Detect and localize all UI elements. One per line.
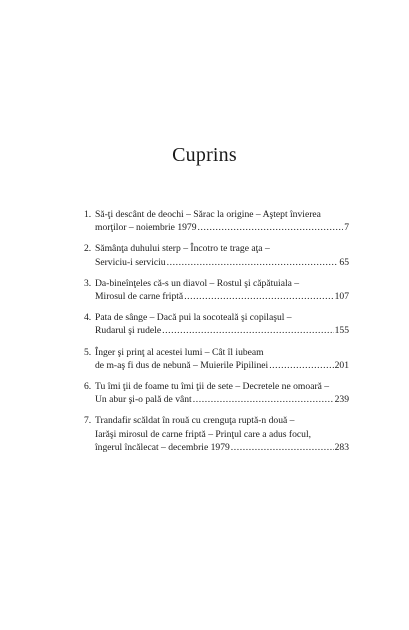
entry-text-line: morţilor – noiembrie 1979 xyxy=(95,222,197,234)
page-title: Cuprins xyxy=(172,144,237,166)
dot-leader xyxy=(184,290,333,303)
entry-text-line: Un abur şi-o pală de vânt xyxy=(95,394,192,406)
entry-last-line xyxy=(95,324,349,337)
entry-text-line: de m-aş fi dus de nebună – Muierile Pipilinei xyxy=(95,359,269,371)
entry-text-line: îngerul încălecat – decembrie 1979 xyxy=(95,441,230,453)
entry-page-number: 283 xyxy=(334,441,349,453)
entry-number: 4. xyxy=(84,312,92,324)
entry-text-line: Înger şi prinţ al acestei lumi – Cât îl iubeam xyxy=(95,346,264,358)
entry-number: 1. xyxy=(84,209,92,220)
entry-text-line: Iarăşi mirosul de carne friptă – Prinţul care a adus focul, xyxy=(95,428,312,440)
dot-leader xyxy=(193,393,334,406)
entry-page-number: 107 xyxy=(334,291,349,303)
toc-entry-5 xyxy=(84,346,349,372)
dot-leader xyxy=(167,256,339,269)
toc-entry-1 xyxy=(84,208,349,234)
entry-last-line xyxy=(95,393,349,406)
dot-leader xyxy=(231,441,334,454)
dot-leader xyxy=(198,221,344,234)
entry-number: 7. xyxy=(84,415,92,427)
entry-number: 3. xyxy=(84,277,92,289)
entry-last-line xyxy=(95,290,349,303)
entry-page-number: 65 xyxy=(339,256,349,268)
entry-page-number: 7 xyxy=(344,222,349,234)
toc-entry-7 xyxy=(84,414,349,454)
dot-leader xyxy=(162,324,334,337)
entry-number: 6. xyxy=(84,381,92,393)
toc-entry-2 xyxy=(84,242,349,268)
entry-text-line: Trandafir scăldat în rouă cu crenguţa ruptă-n două – xyxy=(95,415,295,427)
entry-number: 5. xyxy=(84,346,92,358)
toc-entry-3 xyxy=(84,277,349,303)
entry-text-line: Rudarul şi rudele xyxy=(95,325,162,337)
entry-text-line: Tu îmi ţii de foame tu îmi ţii de sete – Decretele ne omoară – xyxy=(95,381,330,393)
entry-text-line: Să-ţi descânt de deochi – Sărac la origine – Aştept învierea xyxy=(95,209,321,220)
entry-last-line xyxy=(95,359,349,372)
entry-last-line xyxy=(95,441,349,454)
entry-page-number: 155 xyxy=(334,325,349,337)
entry-text-line: Mirosul de carne friptă xyxy=(95,291,184,303)
entry-last-line xyxy=(95,256,349,269)
entry-page-number: 201 xyxy=(334,359,349,371)
toc-entry-6 xyxy=(84,380,349,406)
entry-text-line: Sămânţa duhului sterp – Încotro te trage aţa – xyxy=(95,243,270,255)
entry-number: 2. xyxy=(84,243,92,255)
entry-text-line: Serviciu-i serviciu xyxy=(95,256,166,268)
dot-leader xyxy=(269,359,333,372)
toc-entry-4 xyxy=(84,311,349,337)
table-of-contents xyxy=(84,208,349,462)
entry-text-line: Da-bineînţeles că-s un diavol – Rostul şi căpătuiala – xyxy=(95,277,300,289)
entry-text-line: Pata de sânge – Dacă pui la socoteală şi copilaşul – xyxy=(95,312,292,324)
entry-last-line xyxy=(95,221,349,234)
entry-page-number: 239 xyxy=(334,394,349,406)
